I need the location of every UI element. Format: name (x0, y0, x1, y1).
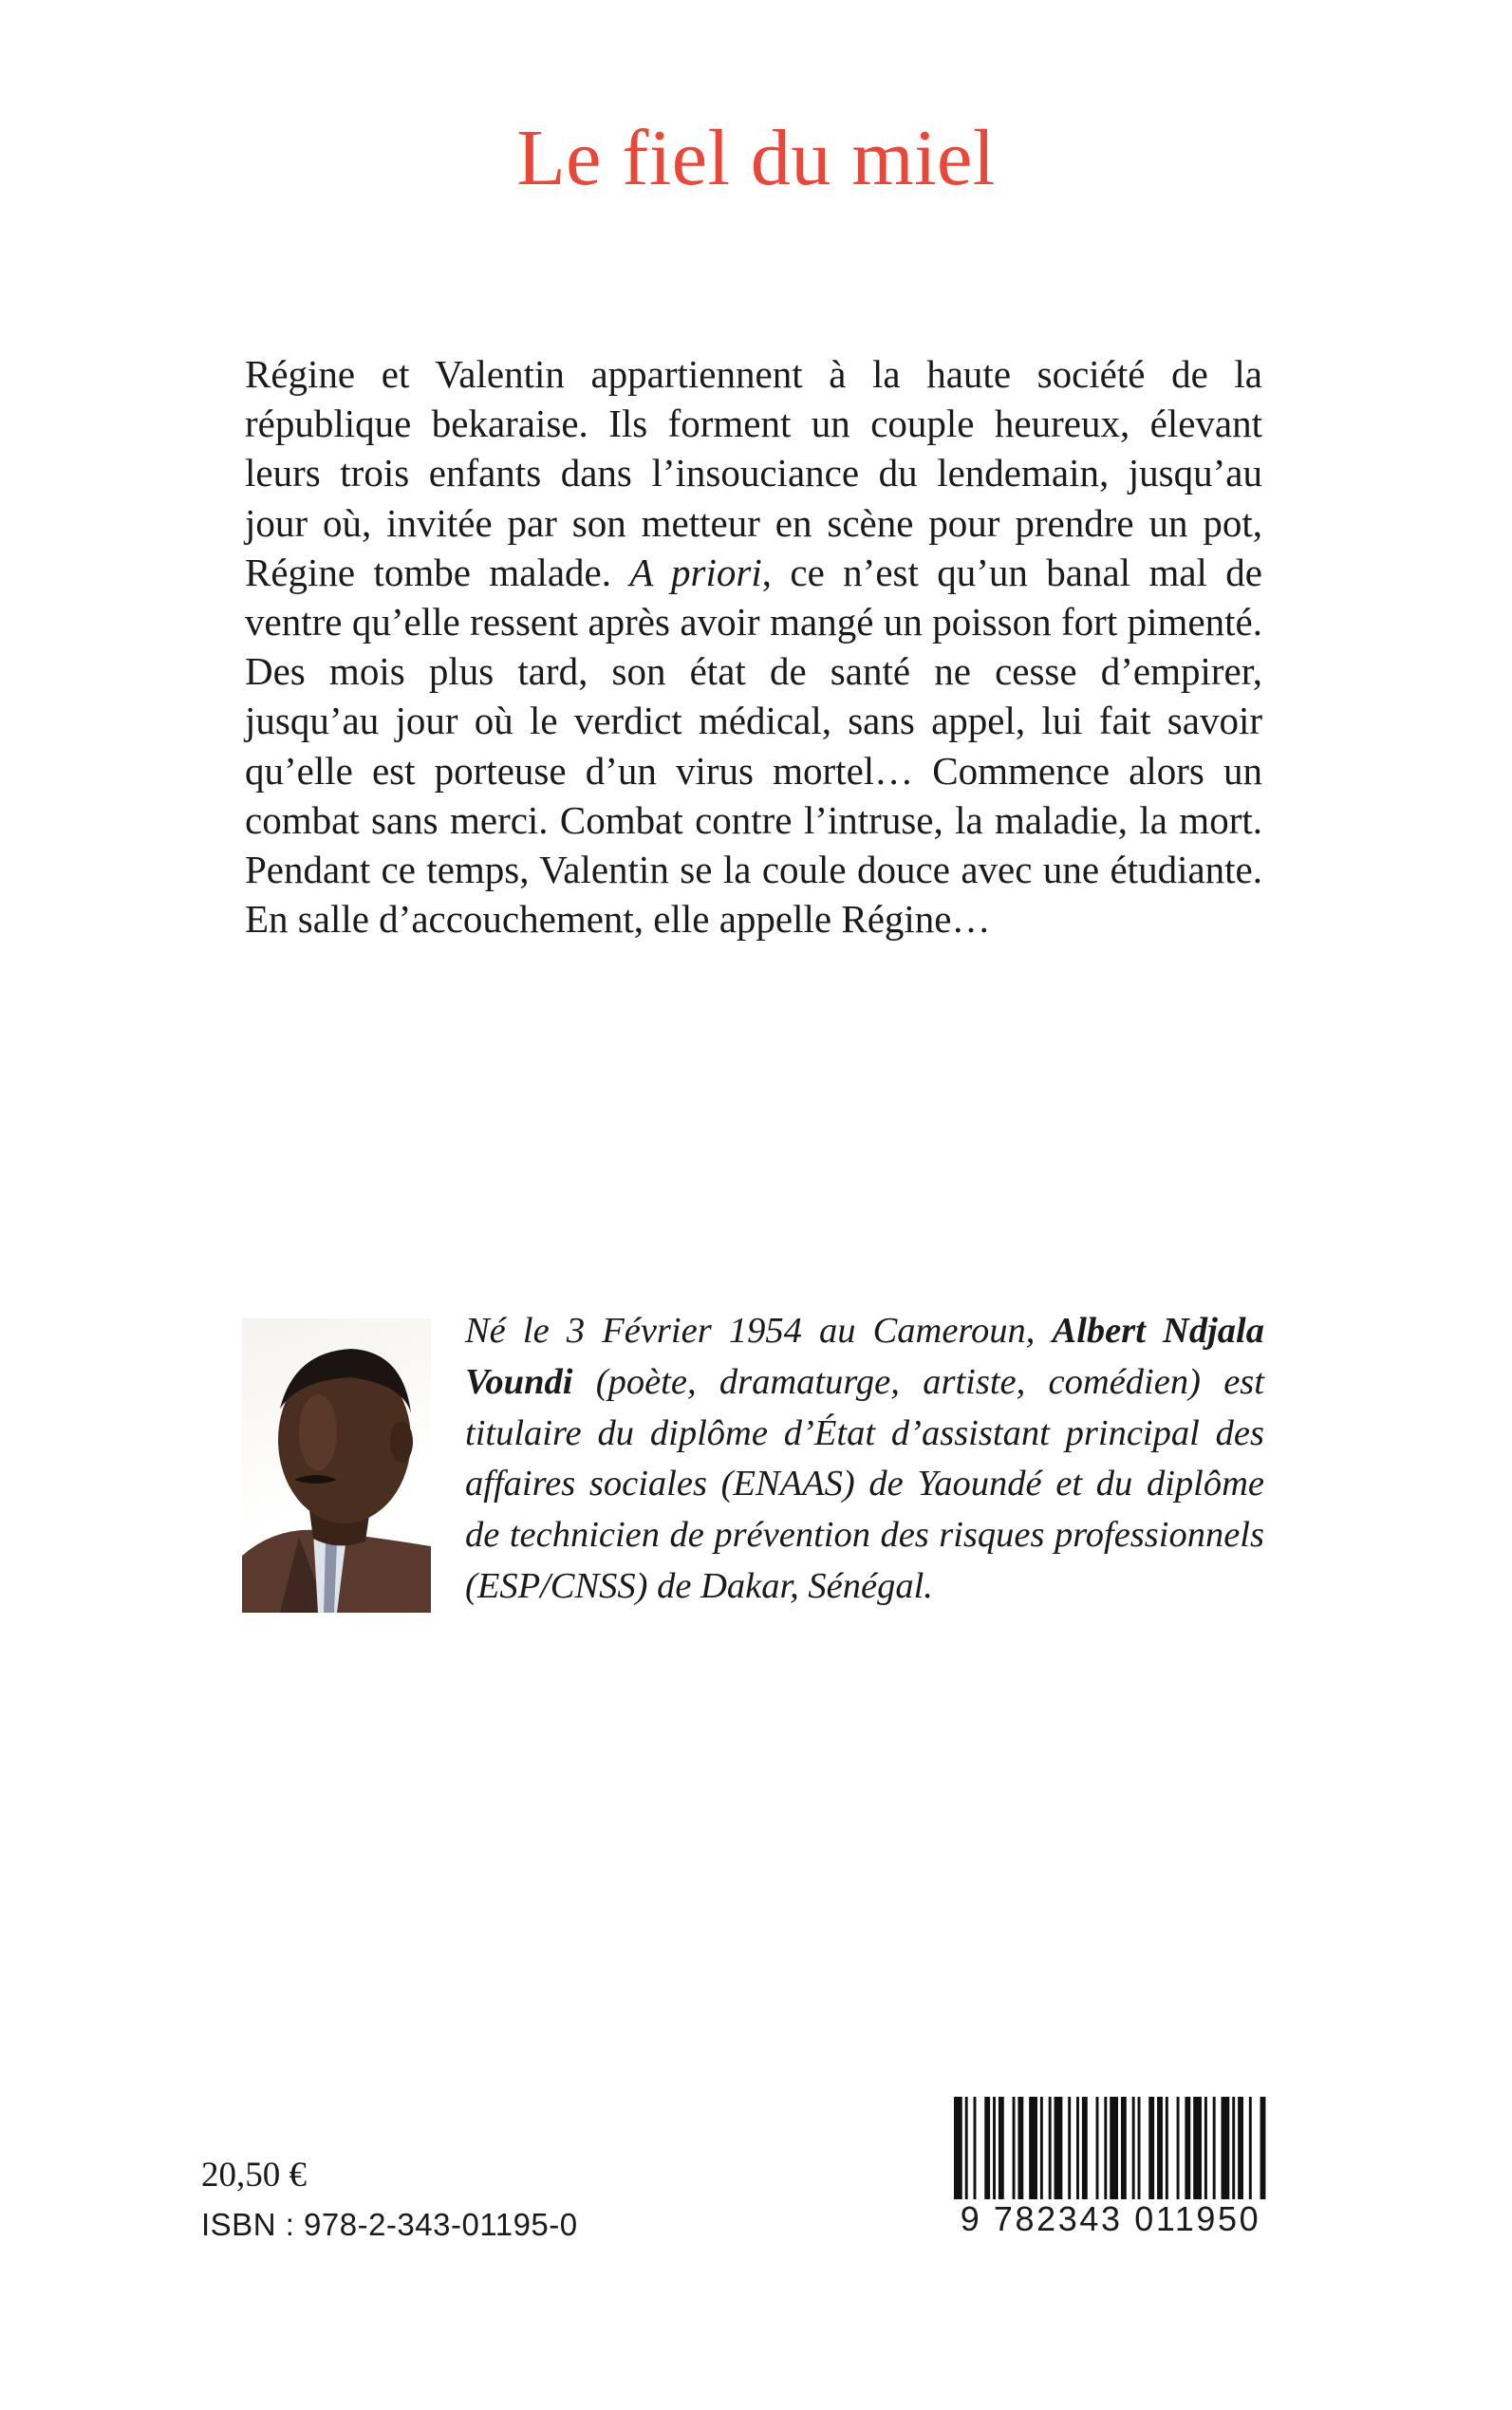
summary-text-2: , ce n’est qu’un banal mal de ventre qu’elle ressent après avoir mangé un poisson fort pimenté. Des mois plus tard, son état de santé ne cesse d’empirer, jusqu’au jour où le verdict médical, sans appel, lui fait savoir qu’elle est porteuse d’un virus mortel… Commence alors un combat sans merci. Combat contre l’intruse, la maladie, la mort. Pendant ce temps, Valentin se la coule douce avec une étudiante. En salle d’accouchement, elle appelle Régine… (245, 550, 1262, 942)
barcode-bar (1055, 2097, 1063, 2199)
barcode-bar (1017, 2097, 1023, 2199)
author-name: Albert Ndjala Voundi (465, 1311, 1264, 1402)
barcode-bar (1096, 2097, 1099, 2199)
barcode-bar (954, 2097, 962, 2199)
summary-text-1: Régine et Valentin appartiennent à la haute société de la république bekaraise. Ils forment un couple heureux, élevant leurs trois enfants dans l’insouciance du lendemain, jusqu’au jour où, invitée par son metteur en scène pour prendre un pot, Régine tombe malade. (245, 352, 1262, 594)
barcode-bar (1049, 2097, 1052, 2199)
book-summary (245, 349, 1262, 943)
author-portrait-icon (242, 1318, 431, 1613)
barcode-bar (1177, 2097, 1180, 2199)
barcode-bar (1157, 2097, 1163, 2199)
author-bio (465, 1306, 1264, 1613)
summary-italic: A priori (629, 550, 762, 594)
barcode-bar (1068, 2097, 1071, 2199)
bio-intro: Né le 3 Février 1954 au Cameroun, (465, 1311, 1053, 1351)
barcode-bar (999, 2097, 1004, 2199)
author-photo (242, 1318, 431, 1613)
barcode-bar (974, 2097, 977, 2199)
summary-paragraph (245, 349, 1262, 943)
barcode-bar (984, 2097, 990, 2199)
barcode-bar (1029, 2097, 1037, 2199)
book-title: Le fiel du miel (516, 114, 996, 202)
barcode-bar (1082, 2097, 1088, 2199)
isbn: ISBN : 978-2-343-01195-0 (201, 2207, 578, 2242)
price: 20,50 € (201, 2156, 307, 2195)
barcode-digits: 9 782343 011950 (960, 2199, 1261, 2238)
barcode-bar (1238, 2097, 1243, 2199)
barcode-bar (1121, 2097, 1127, 2199)
barcode-bar (1138, 2097, 1141, 2199)
barcode-bar (993, 2097, 996, 2199)
barcode-bar (1148, 2097, 1154, 2199)
barcode-bar (1213, 2097, 1216, 2199)
barcode-bar (1166, 2097, 1168, 2199)
barcode-bar (1040, 2097, 1043, 2199)
barcode (950, 2097, 1271, 2249)
barcode-bar (1193, 2097, 1202, 2199)
barcode-bar (1132, 2097, 1135, 2199)
barcode-bar (1013, 2097, 1016, 2199)
barcode-bar (1076, 2097, 1079, 2199)
barcode-bar (965, 2097, 968, 2199)
barcode-bar (1110, 2097, 1118, 2199)
barcode-icon (950, 2097, 1271, 2199)
barcode-bar (1204, 2097, 1207, 2199)
barcode-bar (1104, 2097, 1107, 2199)
barcode-bar (1249, 2097, 1252, 2199)
barcode-bar (1222, 2097, 1230, 2199)
bio-rest: (poète, dramaturge, artiste, comédien) est titulaire du diplôme d’État d’assistant principal des affaires sociales (ENAAS) de Yaoundé et du diplôme de technicien de prévention des risques professionnels (ESP/CNSS) de Dakar, Sénégal. (465, 1361, 1264, 1606)
barcode-bar (1260, 2097, 1266, 2199)
barcode-bar (1232, 2097, 1235, 2199)
barcode-bar (1185, 2097, 1190, 2199)
